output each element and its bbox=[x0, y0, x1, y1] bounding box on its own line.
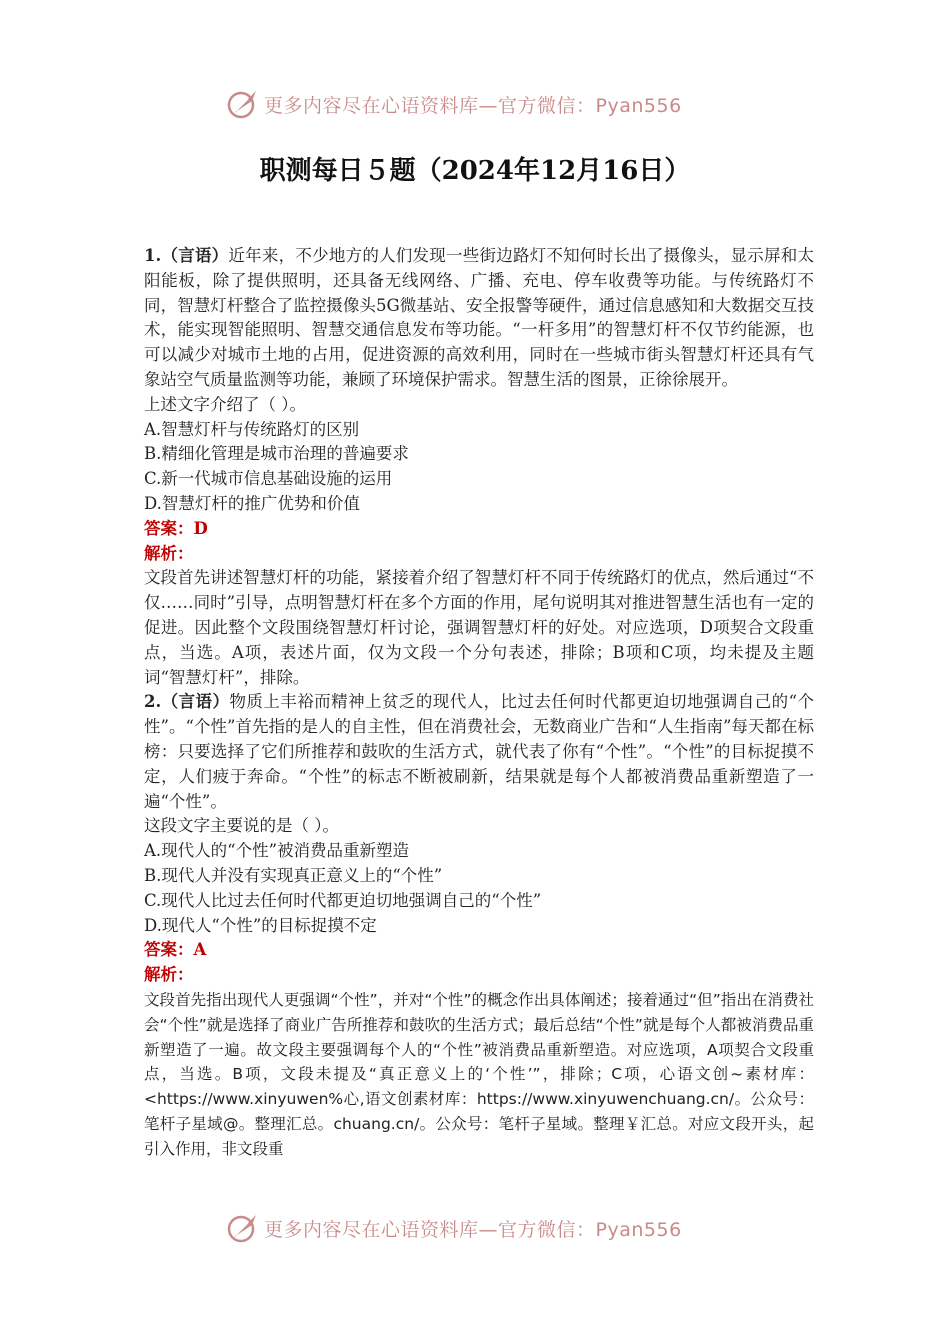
question-2-option-a: A.现代人的“个性”被消费品重新塑造 bbox=[144, 841, 410, 861]
question-2-option-c: C.现代人比过去任何时代都更迫切地强调自己的“个性” bbox=[144, 890, 542, 910]
question-1-answer: 答案：D bbox=[144, 518, 208, 538]
header-watermark-banner bbox=[226, 84, 726, 124]
question-2-option-d: D.现代人“个性”的目标捉摸不定 bbox=[144, 915, 377, 935]
banner-text: 更多内容尽在心语资料库—官方微信：Pyan556 bbox=[264, 94, 682, 117]
question-1-text: 近年来，不少地方的人们发现一些街边路灯不知何时长出了摄像头，显示屏和太阳能板，除了提供照明，还具备无线网络、广播、充电、停车收费等功能。与传统路灯不同，智慧灯杆整合了监控摄像头5G微基站、安全报警等硬件，通过信息感知和大数据交互技术，能实现智能照明、智慧交通信息发布等功能。“一杆多用”的智慧灯杆不仅节约能源，也可以减少对城市土地的占用，促进资源的高效利用，同时在一些城市街头智慧灯杆还具有气象站空气质量监测等功能，兼顾了环境保护需求。智慧生活的图景，正徐徐展开。 bbox=[144, 246, 814, 389]
banner-text: 更多内容尽在心语资料库—官方微信：Pyan556 bbox=[264, 1218, 682, 1241]
question-2-analysis: 文段首先指出现代人更强调“个性”，并对“个性”的概念作出具体阐述；接着通过“但”指出在消费社会“个性”就是选择了商业广告所推荐和鼓吹的生活方式；最后总结“个性”就是每个人都被消费品重新塑造了一遍。故文段主要强调每个人的“个性”被消费品重新塑造。对应选项，A项契合文段重点，当选。B项，文段未提及“真正意义上的‘个性’”，排除；C项，心语文创~素材库：<https://www.xinyuwen%心,语文创素材库：https://www.xinyuwenchuang.cn/。公众号：笔杆子星域@。整理汇总。chuang.cn/。公众号：笔杆子星域。整理￥汇总。对应文段开头，起引入作用，非文段重 bbox=[144, 990, 814, 1158]
question-2-analysis-label: 解析： bbox=[144, 965, 194, 985]
question-1-option-c: C.新一代城市信息基础设施的运用 bbox=[144, 469, 393, 489]
question-2-option-b: B.现代人并没有实现真正意义上的“个性” bbox=[144, 865, 443, 885]
quill-logo-icon bbox=[226, 1211, 260, 1245]
question-1-stem bbox=[144, 244, 814, 393]
question-1-option-a: A.智慧灯杆与传统路灯的区别 bbox=[144, 419, 360, 439]
question-2-stem bbox=[144, 690, 814, 814]
question-1-head: 1.（言语） bbox=[144, 246, 229, 265]
question-1-option-d: D.智慧灯杆的推广优势和价值 bbox=[144, 493, 360, 513]
document-body bbox=[144, 244, 814, 1161]
question-1-prompt: 上述文字介绍了（ ）。 bbox=[144, 394, 306, 414]
page-title: 职测每日５题（2024年12月16日） bbox=[259, 156, 691, 186]
question-2-prompt: 这段文字主要说的是（ ）。 bbox=[144, 816, 339, 836]
question-2-head: 2.（言语） bbox=[144, 692, 230, 712]
quill-logo-icon bbox=[226, 87, 260, 121]
question-1-analysis-label: 解析： bbox=[144, 543, 194, 563]
footer-watermark-banner bbox=[226, 1208, 726, 1248]
question-1-option-b: B.精细化管理是城市治理的普遍要求 bbox=[144, 444, 409, 464]
question-2-answer: 答案：A bbox=[144, 940, 207, 960]
question-2-text: 物质上丰裕而精神上贫乏的现代人，比过去任何时代都更迫切地强调自己的“个性”。“个性”首先指的是人的自主性，但在消费社会，无数商业广告和“人生指南”每天都在标榜：只要选择了它们所推荐和鼓吹的生活方式，就代表了你有“个性”。“个性”的目标捉摸不定，人们疲于奔命。“个性”的标志不断被刷新，结果就是每个人都被消费品重新塑造了一遍“个性”。 bbox=[144, 692, 814, 811]
question-1-analysis: 文段首先讲述智慧灯杆的功能，紧接着介绍了智慧灯杆不同于传统路灯的优点，然后通过“不仅……同时”引导，点明智慧灯杆在多个方面的作用，尾句说明其对推进智慧生活也有一定的促进。因此整个文段围绕智慧灯杆讨论，强调智慧灯杆的好处。对应选项，D项契合文段重点，当选。A项，表述片面，仅为文段一个分句表述，排除；B项和C项，均未提及主题词“智慧灯杆”，排除。 bbox=[144, 568, 814, 687]
